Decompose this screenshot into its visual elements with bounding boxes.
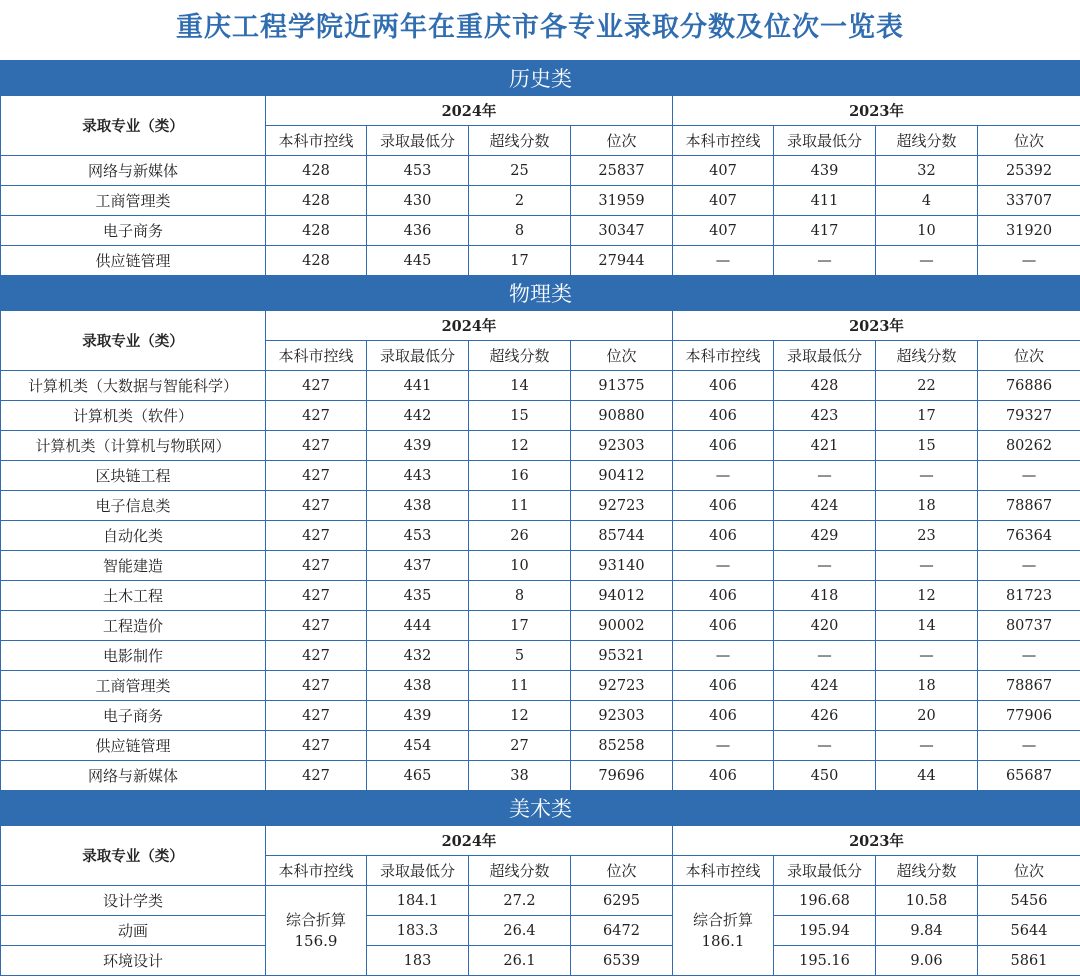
control-line-2023-text: 综合折算186.1 [692, 910, 753, 950]
column-header: 位次 [571, 856, 673, 886]
cell-2023: — [774, 551, 876, 581]
cell-2024: 79696 [571, 761, 673, 791]
column-header: 位次 [571, 126, 673, 156]
major-name: 区块链工程 [1, 461, 266, 491]
table-row [1, 491, 1080, 521]
year-header: 2024年 [266, 311, 673, 341]
year-header: 2023年 [673, 311, 1080, 341]
major-name: 电子商务 [1, 701, 266, 731]
cell-2024: 453 [367, 156, 469, 186]
cell-2024: 15 [469, 401, 571, 431]
cell-2024: 428 [266, 156, 367, 186]
table-row [1, 371, 1080, 401]
cell-2024: 14 [469, 371, 571, 401]
column-header: 超线分数 [469, 856, 571, 886]
cell-2023: 79327 [978, 401, 1080, 431]
cell-2024: 427 [266, 731, 367, 761]
cell-2024: 11 [469, 671, 571, 701]
cell-2024: 94012 [571, 581, 673, 611]
cell-2024: 427 [266, 641, 367, 671]
cell-2023: 424 [774, 671, 876, 701]
column-header: 超线分数 [469, 126, 571, 156]
cell-2024: 91375 [571, 371, 673, 401]
table-row [1, 641, 1080, 671]
column-header: 录取最低分 [367, 341, 469, 371]
section-title: 美术类 [1, 791, 1080, 826]
cell-2024: 432 [367, 641, 469, 671]
major-column-header: 录取专业（类） [1, 311, 266, 371]
cell-2024: 38 [469, 761, 571, 791]
cell-2024: 90002 [571, 611, 673, 641]
major-name: 智能建造 [1, 551, 266, 581]
table-row [1, 731, 1080, 761]
cell-2023: 424 [774, 491, 876, 521]
column-header: 录取最低分 [774, 341, 876, 371]
table-row [1, 701, 1080, 731]
cell-2023: 406 [673, 371, 774, 401]
cell-2024: 427 [266, 701, 367, 731]
cell-2024: 443 [367, 461, 469, 491]
table-row [1, 551, 1080, 581]
major-name: 网络与新媒体 [1, 761, 266, 791]
cell-2024: 12 [469, 431, 571, 461]
table-row [1, 186, 1080, 216]
cell-2023: 420 [774, 611, 876, 641]
section-title: 历史类 [1, 61, 1080, 96]
cell-2024: 5 [469, 641, 571, 671]
cell-2023: 76364 [978, 521, 1080, 551]
cell-2023: 5861 [978, 946, 1080, 976]
cell-2023: 406 [673, 611, 774, 641]
table-row [1, 246, 1080, 276]
cell-2023: 195.16 [774, 946, 876, 976]
cell-2024: 427 [266, 671, 367, 701]
cell-2024: 6295 [571, 886, 673, 916]
cell-2023: — [673, 641, 774, 671]
cell-2023: 196.68 [774, 886, 876, 916]
cell-2024: 441 [367, 371, 469, 401]
cell-2023: — [978, 246, 1080, 276]
cell-2023: 406 [673, 521, 774, 551]
cell-2023: 5644 [978, 916, 1080, 946]
table-row [1, 401, 1080, 431]
cell-2024: 439 [367, 431, 469, 461]
cell-2023: 418 [774, 581, 876, 611]
cell-2023: 426 [774, 701, 876, 731]
cell-2023: 429 [774, 521, 876, 551]
cell-2023: 23 [876, 521, 978, 551]
cell-2024: 25837 [571, 156, 673, 186]
admission-table [0, 60, 1080, 976]
cell-2024: 2 [469, 186, 571, 216]
cell-2023: 18 [876, 671, 978, 701]
cell-2023: — [774, 641, 876, 671]
cell-2023: 406 [673, 761, 774, 791]
table-row [1, 521, 1080, 551]
section-header [1, 791, 1080, 826]
major-name: 环境设计 [1, 946, 266, 976]
column-header: 本科市控线 [266, 856, 367, 886]
cell-2024: 435 [367, 581, 469, 611]
cell-2023: 32 [876, 156, 978, 186]
table-row [1, 671, 1080, 701]
column-header: 位次 [978, 856, 1080, 886]
cell-2023: 14 [876, 611, 978, 641]
cell-2023: 407 [673, 156, 774, 186]
major-name: 电子商务 [1, 216, 266, 246]
cell-2024: 12 [469, 701, 571, 731]
year-header: 2023年 [673, 96, 1080, 126]
column-header: 位次 [571, 341, 673, 371]
cell-2024: 30347 [571, 216, 673, 246]
cell-2023: — [673, 246, 774, 276]
cell-2023: 80737 [978, 611, 1080, 641]
cell-2024: 183.3 [367, 916, 469, 946]
cell-2023: 195.94 [774, 916, 876, 946]
cell-2023: 407 [673, 186, 774, 216]
table-row [1, 581, 1080, 611]
cell-2024: 92723 [571, 491, 673, 521]
cell-2024: 85258 [571, 731, 673, 761]
cell-2023: 5456 [978, 886, 1080, 916]
cell-2024: 428 [266, 186, 367, 216]
cell-2023: 10.58 [876, 886, 978, 916]
cell-2024: 26 [469, 521, 571, 551]
cell-2024: 16 [469, 461, 571, 491]
cell-2023: 18 [876, 491, 978, 521]
year-header: 2024年 [266, 96, 673, 126]
cell-2023: 17 [876, 401, 978, 431]
column-header: 超线分数 [469, 341, 571, 371]
cell-2024: 427 [266, 461, 367, 491]
cell-2023: — [876, 641, 978, 671]
table-row [1, 156, 1080, 186]
cell-2023: 76886 [978, 371, 1080, 401]
cell-2023: 65687 [978, 761, 1080, 791]
cell-2024: 10 [469, 551, 571, 581]
cell-2024: 184.1 [367, 886, 469, 916]
section-title: 物理类 [1, 276, 1080, 311]
cell-2023: — [673, 551, 774, 581]
year-header-row [1, 311, 1080, 341]
cell-2024: 90412 [571, 461, 673, 491]
cell-2023: 406 [673, 491, 774, 521]
cell-2023: — [774, 246, 876, 276]
cell-2023: — [978, 461, 1080, 491]
cell-2024: 27.2 [469, 886, 571, 916]
cell-2023: 411 [774, 186, 876, 216]
cell-2024: 427 [266, 551, 367, 581]
page-title: 重庆工程学院近两年在重庆市各专业录取分数及位次一览表 [176, 12, 904, 43]
year-header-row [1, 96, 1080, 126]
cell-2023: — [876, 551, 978, 581]
cell-2024: 427 [266, 521, 367, 551]
cell-2023: 407 [673, 216, 774, 246]
column-header: 本科市控线 [673, 341, 774, 371]
column-header: 位次 [978, 126, 1080, 156]
cell-2024: 17 [469, 611, 571, 641]
cell-2024: 90880 [571, 401, 673, 431]
cell-2024: 438 [367, 671, 469, 701]
cell-2024: 27944 [571, 246, 673, 276]
major-column-header: 录取专业（类） [1, 96, 266, 156]
cell-2024: 453 [367, 521, 469, 551]
major-name: 工商管理类 [1, 186, 266, 216]
major-name: 电子信息类 [1, 491, 266, 521]
cell-2023: 33707 [978, 186, 1080, 216]
table-row [1, 916, 1080, 946]
major-name: 供应链管理 [1, 246, 266, 276]
column-header: 超线分数 [876, 856, 978, 886]
cell-2024: 11 [469, 491, 571, 521]
column-header: 位次 [978, 341, 1080, 371]
cell-2024: 25 [469, 156, 571, 186]
cell-2024: 454 [367, 731, 469, 761]
cell-2023: — [876, 246, 978, 276]
cell-2024: 92303 [571, 431, 673, 461]
cell-2024: 31959 [571, 186, 673, 216]
cell-2023: — [774, 461, 876, 491]
cell-2023: 25392 [978, 156, 1080, 186]
major-name: 土木工程 [1, 581, 266, 611]
cell-2023: 44 [876, 761, 978, 791]
cell-2023: 80262 [978, 431, 1080, 461]
table-row [1, 461, 1080, 491]
cell-2023: 9.84 [876, 916, 978, 946]
cell-2023: — [876, 731, 978, 761]
column-header: 超线分数 [876, 341, 978, 371]
control-line-2023 [673, 886, 774, 976]
cell-2024: 95321 [571, 641, 673, 671]
table-body [1, 61, 1080, 976]
cell-2023: — [876, 461, 978, 491]
cell-2024: 17 [469, 246, 571, 276]
cell-2023: — [673, 731, 774, 761]
major-name: 工程造价 [1, 611, 266, 641]
cell-2024: 445 [367, 246, 469, 276]
cell-2023: — [978, 731, 1080, 761]
cell-2023: 81723 [978, 581, 1080, 611]
major-column-header: 录取专业（类） [1, 826, 266, 886]
cell-2024: 8 [469, 216, 571, 246]
year-header: 2024年 [266, 826, 673, 856]
cell-2024: 437 [367, 551, 469, 581]
cell-2024: 427 [266, 761, 367, 791]
cell-2023: 439 [774, 156, 876, 186]
cell-2024: 465 [367, 761, 469, 791]
column-header: 录取最低分 [774, 126, 876, 156]
cell-2024: 427 [266, 491, 367, 521]
table-row [1, 611, 1080, 641]
major-name: 网络与新媒体 [1, 156, 266, 186]
column-header: 本科市控线 [266, 341, 367, 371]
cell-2023: 406 [673, 701, 774, 731]
cell-2024: 428 [266, 216, 367, 246]
major-name: 计算机类（大数据与智能科学） [1, 371, 266, 401]
cell-2024: 92303 [571, 701, 673, 731]
year-header-row [1, 826, 1080, 856]
cell-2024: 436 [367, 216, 469, 246]
cell-2024: 442 [367, 401, 469, 431]
cell-2024: 6539 [571, 946, 673, 976]
cell-2024: 6472 [571, 916, 673, 946]
control-line-2024 [266, 886, 367, 976]
cell-2023: 423 [774, 401, 876, 431]
table-row [1, 761, 1080, 791]
cell-2023: 417 [774, 216, 876, 246]
column-header: 录取最低分 [367, 856, 469, 886]
cell-2024: 427 [266, 611, 367, 641]
cell-2024: 92723 [571, 671, 673, 701]
year-header: 2023年 [673, 826, 1080, 856]
cell-2024: 438 [367, 491, 469, 521]
cell-2023: 78867 [978, 491, 1080, 521]
table-row [1, 946, 1080, 976]
cell-2023: 15 [876, 431, 978, 461]
column-header: 本科市控线 [673, 856, 774, 886]
cell-2024: 26.1 [469, 946, 571, 976]
table-row [1, 431, 1080, 461]
cell-2023: 77906 [978, 701, 1080, 731]
cell-2023: 406 [673, 431, 774, 461]
cell-2023: 406 [673, 401, 774, 431]
cell-2023: 406 [673, 671, 774, 701]
cell-2024: 427 [266, 401, 367, 431]
cell-2024: 439 [367, 701, 469, 731]
major-name: 供应链管理 [1, 731, 266, 761]
cell-2023: 12 [876, 581, 978, 611]
table-row [1, 216, 1080, 246]
cell-2024: 430 [367, 186, 469, 216]
cell-2023: — [978, 551, 1080, 581]
column-header: 本科市控线 [266, 126, 367, 156]
cell-2024: 183 [367, 946, 469, 976]
major-name: 电影制作 [1, 641, 266, 671]
major-name: 自动化类 [1, 521, 266, 551]
control-line-2024-text: 综合折算156.9 [285, 910, 346, 950]
cell-2024: 93140 [571, 551, 673, 581]
cell-2023: 22 [876, 371, 978, 401]
table-row [1, 886, 1080, 916]
cell-2024: 85744 [571, 521, 673, 551]
column-header: 录取最低分 [367, 126, 469, 156]
major-name: 设计学类 [1, 886, 266, 916]
cell-2023: 4 [876, 186, 978, 216]
cell-2023: 20 [876, 701, 978, 731]
cell-2024: 26.4 [469, 916, 571, 946]
cell-2023: 421 [774, 431, 876, 461]
cell-2023: 78867 [978, 671, 1080, 701]
cell-2023: 31920 [978, 216, 1080, 246]
cell-2023: 428 [774, 371, 876, 401]
cell-2023: 9.06 [876, 946, 978, 976]
cell-2024: 27 [469, 731, 571, 761]
cell-2024: 427 [266, 581, 367, 611]
section-header [1, 61, 1080, 96]
cell-2024: 428 [266, 246, 367, 276]
cell-2023: 10 [876, 216, 978, 246]
column-header: 本科市控线 [673, 126, 774, 156]
cell-2023: 450 [774, 761, 876, 791]
cell-2024: 427 [266, 431, 367, 461]
column-header: 录取最低分 [774, 856, 876, 886]
column-header: 超线分数 [876, 126, 978, 156]
cell-2023: 406 [673, 581, 774, 611]
cell-2024: 427 [266, 371, 367, 401]
cell-2023: — [673, 461, 774, 491]
major-name: 计算机类（软件） [1, 401, 266, 431]
major-name: 计算机类（计算机与物联网） [1, 431, 266, 461]
cell-2023: — [978, 641, 1080, 671]
cell-2023: — [774, 731, 876, 761]
major-name: 工商管理类 [1, 671, 266, 701]
cell-2024: 444 [367, 611, 469, 641]
cell-2024: 8 [469, 581, 571, 611]
section-header [1, 276, 1080, 311]
major-name: 动画 [1, 916, 266, 946]
